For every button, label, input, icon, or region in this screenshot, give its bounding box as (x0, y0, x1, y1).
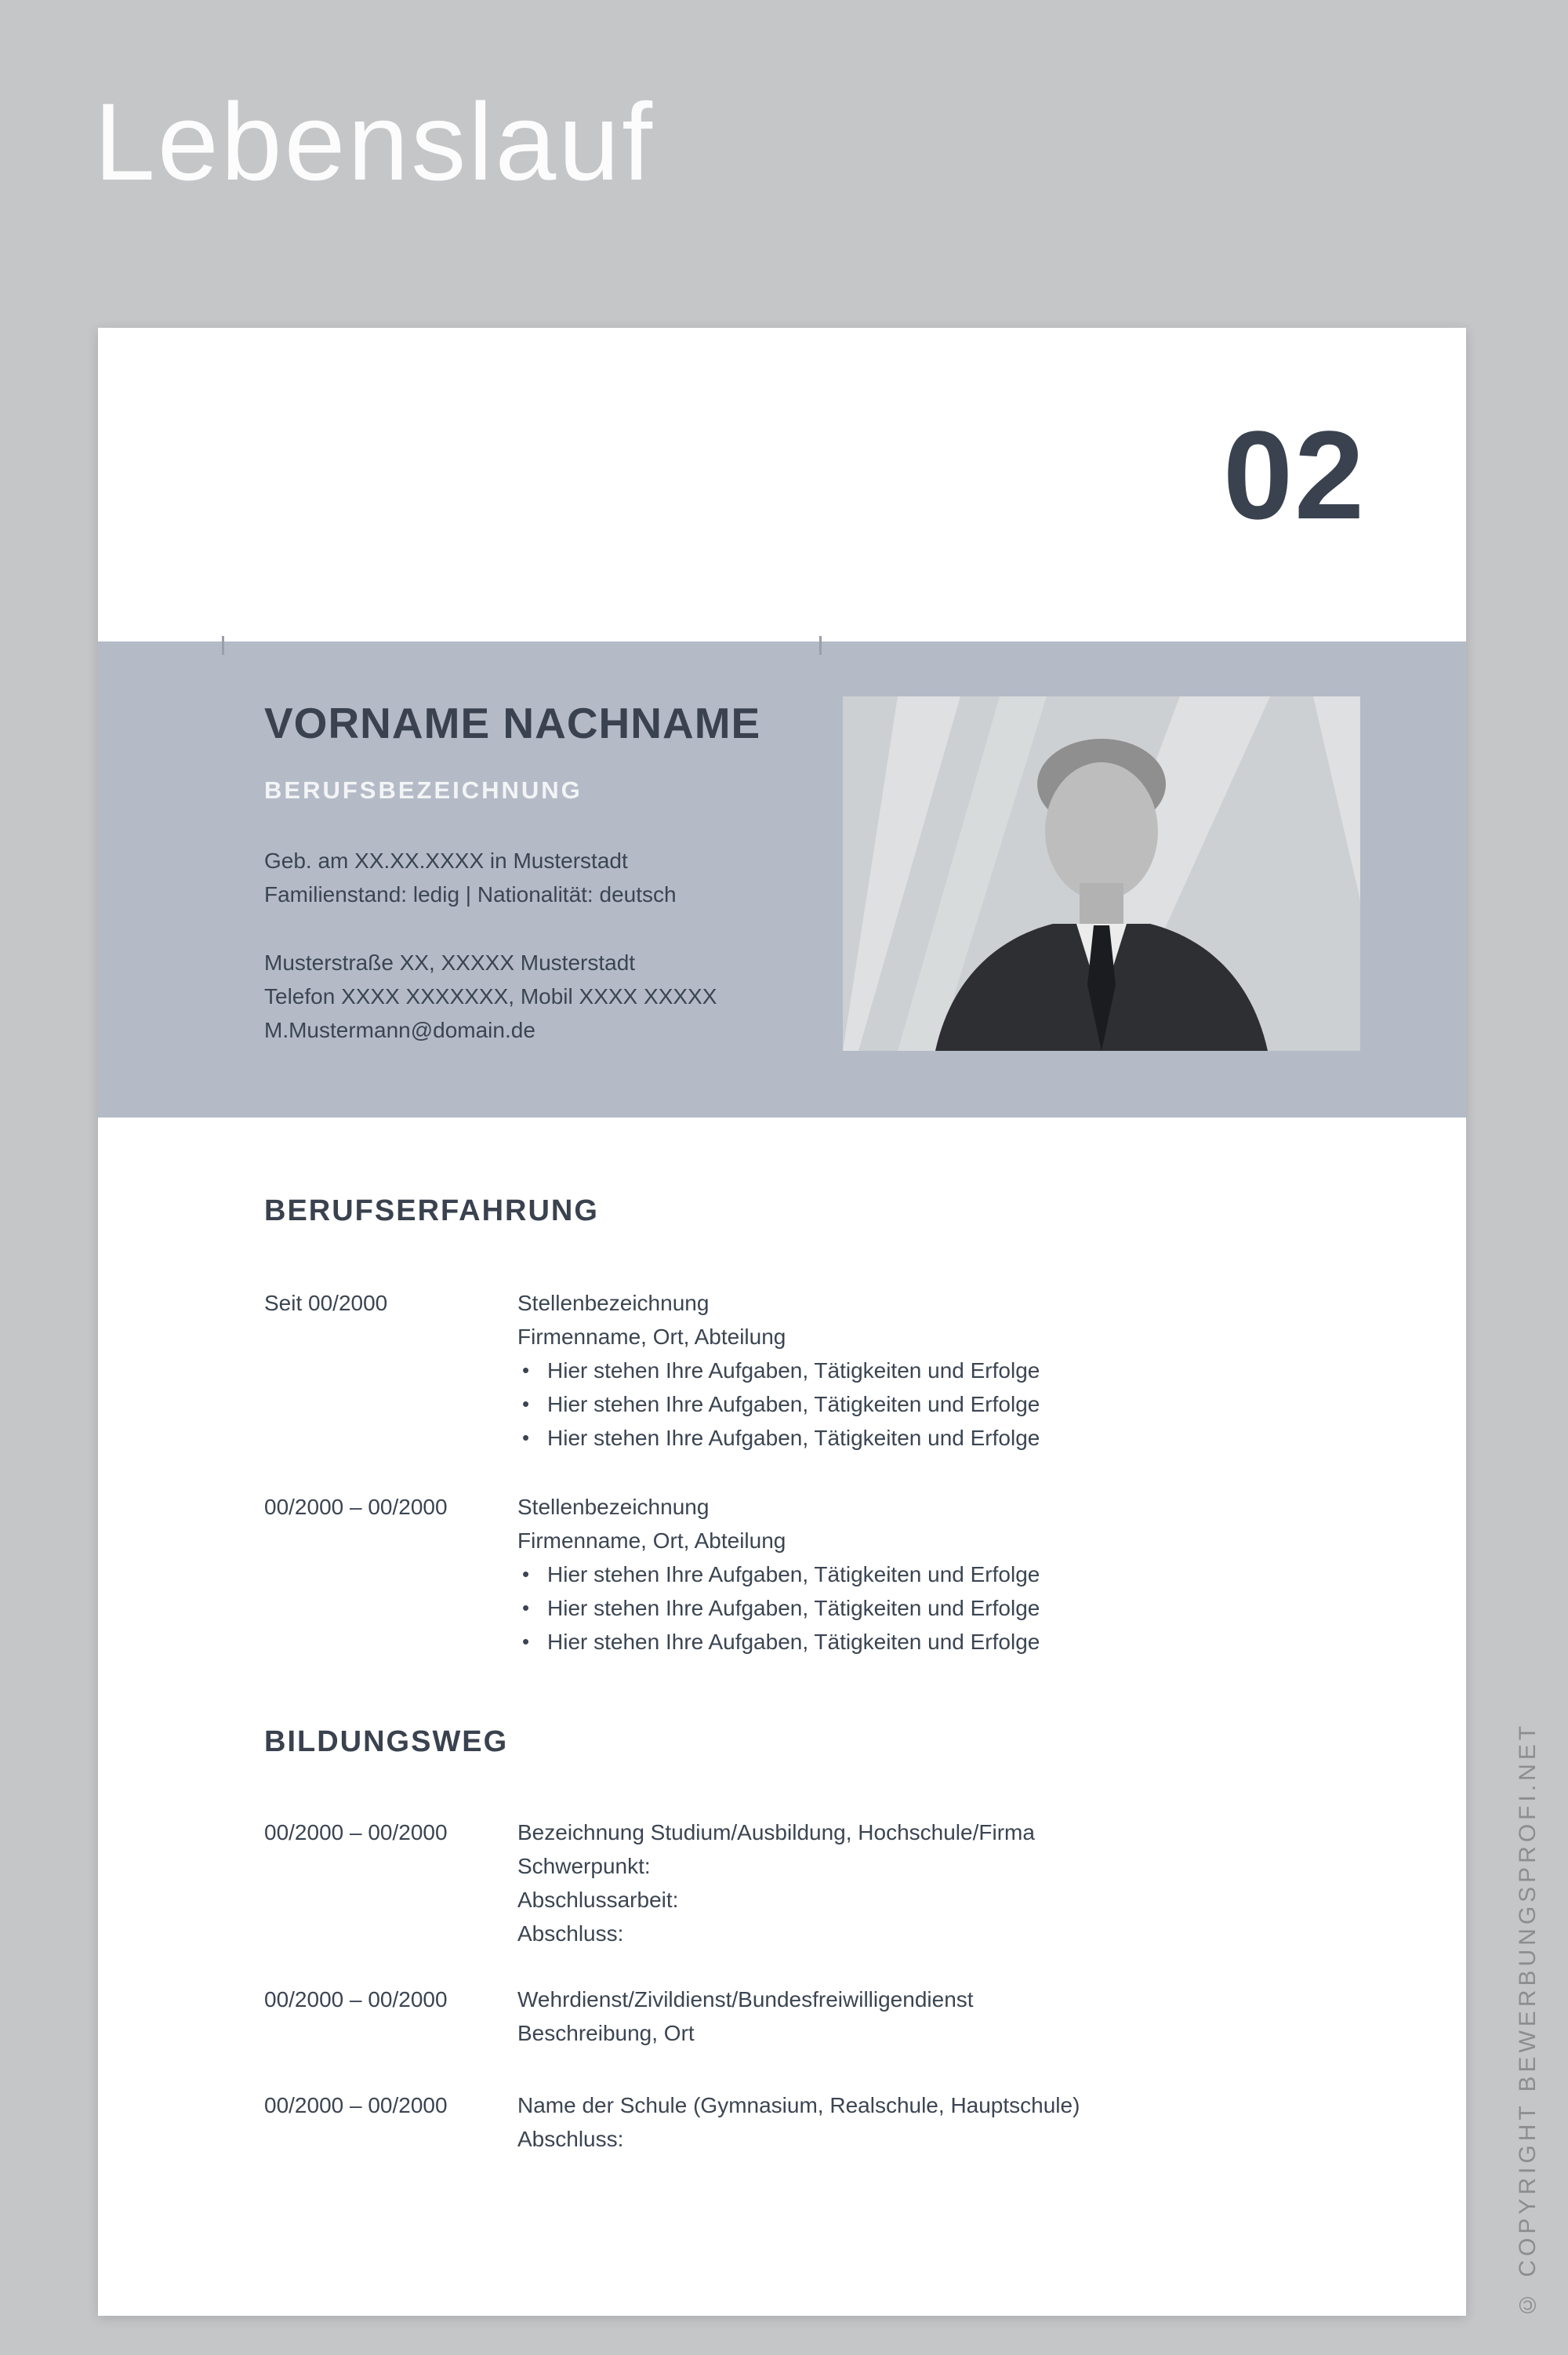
bullet-text: • Hier stehen Ihre Aufgaben, Tätigkeiten und Erfolge (547, 1596, 1040, 1620)
page-title: Lebenslauf (94, 80, 655, 203)
experience-bullet (517, 1354, 1385, 1387)
education-line: Schwerpunkt: (517, 1854, 651, 1878)
bullet-text: • Hier stehen Ihre Aufgaben, Tätigkeiten und Erfolge (547, 1426, 1040, 1450)
experience-company: Firmenname, Ort, Abteilung (517, 1325, 786, 1349)
experience-period: Seit 00/2000 (264, 1291, 388, 1315)
education-entry (264, 2088, 1385, 2156)
education-line: Abschlussarbeit: (517, 1888, 679, 1912)
section-heading-experience: BERUFSERFAHRUNG (264, 1194, 599, 1227)
job-title: BERUFSBEZEICHNUNG (264, 776, 583, 804)
experience-period: 00/2000 – 00/2000 (264, 1495, 448, 1519)
experience-bullet (517, 1387, 1385, 1421)
education-line: Bezeichnung Studium/Ausbildung, Hochschule/Firma (517, 1820, 1035, 1844)
education-line: Beschreibung, Ort (517, 2021, 695, 2045)
birth-line: Geb. am XX.XX.XXXX in Musterstadt (264, 849, 628, 873)
education-entry (264, 1982, 1385, 2050)
education-line: Abschluss: (517, 1921, 624, 1946)
experience-entry (264, 1286, 1385, 1455)
bullet-text: • Hier stehen Ihre Aufgaben, Tätigkeiten und Erfolge (547, 1392, 1040, 1416)
phone-line: Telefon XXXX XXXXXXX, Mobil XXXX XXXXX (264, 984, 717, 1009)
email-line: M.Mustermann@domain.de (264, 1018, 535, 1042)
experience-bullet (517, 1625, 1385, 1659)
bullet-text: • Hier stehen Ihre Aufgaben, Tätigkeiten und Erfolge (547, 1358, 1040, 1383)
bullet-text: • Hier stehen Ihre Aufgaben, Tätigkeiten und Erfolge (547, 1630, 1040, 1654)
profile-photo (843, 696, 1360, 1051)
experience-bullet (517, 1421, 1385, 1455)
copyright-watermark: © COPYRIGHT BEWERBUNGSPROFI.NET (1515, 1721, 1541, 2317)
personal-info-block (264, 844, 677, 911)
experience-entry (264, 1490, 1385, 1659)
experience-title: Stellenbezeichnung (517, 1291, 710, 1315)
page-number: 02 (1223, 405, 1366, 545)
education-line: Name der Schule (Gymnasium, Realschule, Hauptschule) (517, 2093, 1080, 2117)
fold-mark (222, 636, 224, 655)
bullet-text: • Hier stehen Ihre Aufgaben, Tätigkeiten und Erfolge (547, 1562, 1040, 1586)
cv-page (98, 328, 1466, 2316)
status-line: Familienstand: ledig | Nationalität: deutsch (264, 882, 677, 907)
education-entry (264, 1815, 1385, 1950)
person-name: VORNAME NACHNAME (264, 699, 761, 747)
education-period: 00/2000 – 00/2000 (264, 1987, 448, 2012)
experience-bullet (517, 1557, 1385, 1591)
contact-info-block (264, 946, 717, 1047)
experience-title: Stellenbezeichnung (517, 1495, 710, 1519)
header-band (98, 641, 1466, 1118)
experience-bullet (517, 1591, 1385, 1625)
address-line: Musterstraße XX, XXXXX Musterstadt (264, 950, 636, 975)
section-heading-education: BILDUNGSWEG (264, 1725, 509, 1758)
education-line: Abschluss: (517, 2127, 624, 2151)
education-line: Wehrdienst/Zivildienst/Bundesfreiwilligendienst (517, 1987, 974, 2012)
fold-mark (819, 636, 822, 655)
profile-photo-placeholder (843, 696, 1360, 1051)
education-period: 00/2000 – 00/2000 (264, 1820, 448, 1844)
experience-company: Firmenname, Ort, Abteilung (517, 1528, 786, 1553)
education-period: 00/2000 – 00/2000 (264, 2093, 448, 2117)
